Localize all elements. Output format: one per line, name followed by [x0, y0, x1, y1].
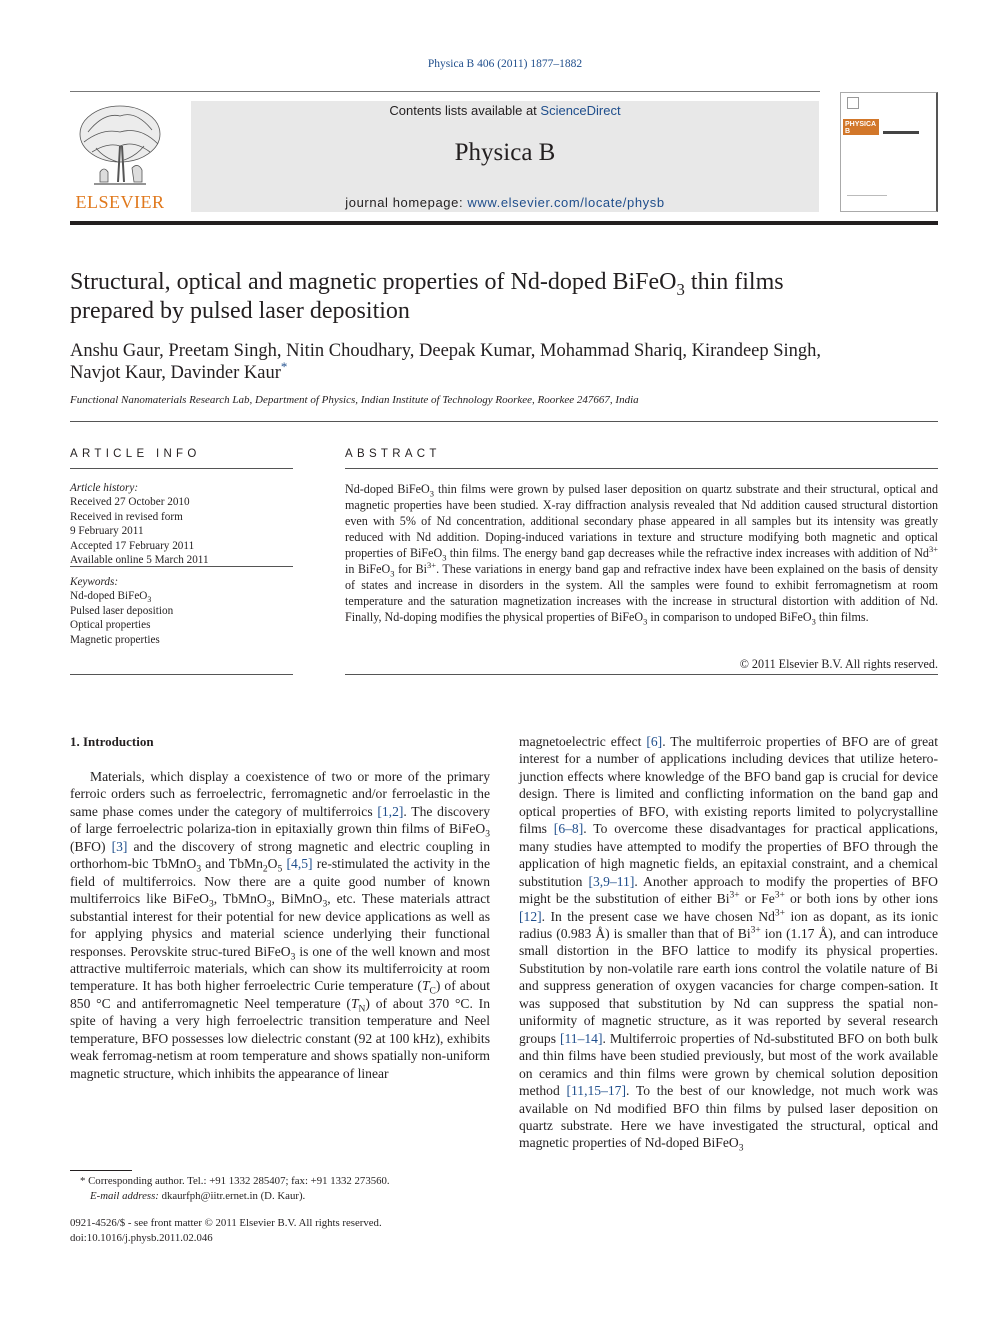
journal-homepage-line: journal homepage: www.elsevier.com/locate/physb: [345, 195, 665, 210]
author-affiliation: Functional Nanomaterials Research Lab, Department of Physics, Indian Institute of Technology Roorkee, Roorkee 247667, India: [70, 394, 639, 406]
citation-link[interactable]: [6–8]: [553, 821, 584, 837]
abstract-copyright: © 2011 Elsevier B.V. All rights reserved.: [739, 657, 938, 671]
history-item: Available online 5 March 2011: [70, 554, 209, 567]
article-history: [70, 481, 293, 567]
citation-link[interactable]: [3,9–11]: [588, 873, 635, 889]
abstract-top-rule: [345, 468, 938, 469]
citation-link[interactable]: [11,15–17]: [566, 1083, 627, 1099]
citation-link[interactable]: [11–14]: [559, 1030, 603, 1046]
introduction-paragraph-left: Materials, which display a coexistence of two or more of the primary ferroic orders such as ferroelectric, ferromagnetic and/or ferroelastic in the same phase comes under the category of multiferroics [1,2]. The discovery of large ferroelectric polariza-tion in epitaxially grown thin films of BiFeO$_3$ (BFO) [3] and the discovery of strong magnetic and electric coupling in orthorhom-bic TbMnO$_3$ and $TbMn_2O_5$ [4,5] re-stimulated the activity in the field of multiferroics. Now there are a quite good number of known multiferroics like BiFeO$_3$, TbMnO$_3$, BiMnO$_3$, etc. These materials attract substantial interest for their potential for new device applications as well as for applying physics and material science underlying their functional responses. Perovskite struc-tured BiFeO$_3$ is one of the well known and most attractive multiferroic materials, which can show its multiferroicity at room temperature. It has both higher ferroelectric Curie temperature $(T_C)$ of about 850 °C and antiferromagnetic Neel temperature $(T_N)$ of about 370 °C. In spite of having a very high ferroelectric transition temperature and Neel temperature, BFO possesses low dielectric constant (92 at 100 kHz), exhibits weak ferromag-netism at room temperature and shows spatially non-uniform magnetic structure, which inhibits the appearance of linear: [70, 769, 491, 1081]
journal-masthead: [191, 101, 819, 212]
article-info-label: ARTICLE INFO: [70, 448, 201, 460]
footnote-rule: [70, 1170, 132, 1171]
history-heading: Article history:: [70, 482, 139, 494]
keyword-item: Nd-doped BiFeO$_3$: [70, 590, 152, 605]
introduction-paragraph-right: magnetoelectric effect [6]. The multiferroic properties of BFO are of great interest for a number of applications including devices that utilize hetero-junction effects where knowledge of the BFO band gap is crucial for device design. There is limited and conflicting information on the band gap and optical properties of BFO, with existing reports limited to polycrystalline films [6–8]. To overcome these disadvantages for practical applications, many studies have attempted to modify the properties of BFO through the application of high magnetic fields, an epitaxial constraint, and a chemical substitution [3,9–11]. Another approach to modify the properties of BFO might be the substitution of either $Bi^{3+}$ or $Fe^{3+}$ or both ions by other ions [12]. In the present case we have chosen $Nd^{3+}$ ion as dopant, as its ionic radius (0.983 Å) is smaller than that of $Bi^{3+}$ ion (1.17 Å), and can introduce small distortion in the BFO lattice to modify its physical properties. Substitution by non-volatile rare earth ions control the volatile nature of Bi and suppress generation of oxygen vacancies for charge compen-sation. It was supposed that substitution by Nd can suppress the spatial non-uniformity of magnetic structure, as it was reported by several research groups [11–14]. Multiferroic properties of Nd-substituted BFO on both bulk and thin films have been studied previously, but most of the work available on ceramics and thin films were grown by chemical solution deposition method [11,15–17]. To the best of our knowledge, not much work was available on Nd modified BFO thin films by pulsed laser deposition on quartz substrate. Here we have investigated the structural, optical and magnetic properties of Nd-doped BiFeO$_3$: [519, 734, 938, 1155]
abstract-bottom-rule: [345, 674, 938, 675]
cover-title-band: PHYSICA B: [843, 119, 879, 135]
elsevier-wordmark: ELSEVIER: [75, 192, 165, 212]
issn-line: 0921-4526/$ - see front matter © 2011 Elsevier B.V. All rights reserved.: [70, 1217, 382, 1229]
doi-line[interactable]: doi:10.1016/j.physb.2011.02.046: [70, 1231, 213, 1244]
journal-citation[interactable]: Physica B 406 (2011) 1877–1882: [427, 58, 583, 70]
keyword-item: Magnetic properties: [70, 633, 160, 646]
email-line: E-mail address: dkaurfph@iitr.ernet.in (D. Kaur).: [90, 1189, 306, 1202]
history-item: 9 February 2011: [70, 525, 144, 538]
history-item: Received 27 October 2010: [70, 496, 190, 509]
masthead-bottom-rule: [70, 221, 938, 225]
journal-name: Physica B: [454, 139, 556, 166]
keyword-item: Optical properties: [70, 619, 151, 632]
author-list: Anshu Gaur, Preetam Singh, Nitin Choudhary, Deepak Kumar, Mohammad Shariq, Kirandeep Singh, Navjot Kaur, Davinder Kaur*: [70, 341, 822, 383]
cover-footer: [847, 195, 887, 205]
article-title: Structural, optical and magnetic properties of Nd-doped BiFeO$_3$ thin films prepared by pulsed laser deposition: [70, 269, 784, 324]
abstract-text: Nd-doped BiFeO$_3$ thin films were grown by pulsed laser deposition on quartz substrate and their structural, optical and magnetic properties have been studied. X-ray diffraction analysis revealed that Nd addition caused structural distortion even with 5% of Nd concentration, additional secondary phase appeared in all samples but its intensity was greatly reduced with Nd addition. Doping-induced variations in texture and structure modifying both magnetic and optical properties of BiFeO$_3$ thin films. The energy band gap decreases while the refractive index increases with addition of $Nd^{3+}$ in BiFeO$_3$ for $Bi^{3+}$. These variations in energy band gap and refractive index have been explained on the basis of density of states and increase in disorders in the system. All the samples were found to exhibit ferromagnetism at room temperature and the saturation magnetization increases with the increase in structural distortion with addition of Nd. Finally, Nd-doping modifies the physical properties of BiFeO$_3$ in comparison to undoped BiFeO$_3$ thin films.: [345, 482, 939, 627]
article-info-bottom-rule: [70, 674, 293, 675]
front-matter-info: [70, 1216, 490, 1245]
article-info-section: [70, 448, 293, 460]
cover-band-line: [883, 131, 919, 134]
keywords-block: [70, 575, 293, 647]
citation-link[interactable]: [4,5]: [286, 856, 313, 872]
journal-homepage-link[interactable]: www.elsevier.com/locate/physb: [467, 195, 665, 210]
contents-available-line: Contents lists available at ScienceDirect: [389, 103, 621, 118]
keyword-item: Pulsed laser deposition: [70, 604, 174, 617]
journal-cover-thumbnail[interactable]: [840, 92, 938, 212]
history-item: Received in revised form: [70, 510, 183, 523]
history-item: Accepted 17 February 2011: [70, 539, 195, 552]
cover-emblem-icon: [847, 97, 859, 109]
citation-link[interactable]: [1,2]: [377, 803, 404, 819]
sciencedirect-link[interactable]: ScienceDirect: [540, 103, 621, 118]
citation-link[interactable]: [6]: [646, 734, 663, 749]
corresponding-author-mark[interactable]: *: [280, 358, 288, 374]
elsevier-logo[interactable]: [70, 100, 170, 212]
citation-link[interactable]: [3]: [111, 838, 128, 854]
citation-link[interactable]: [12]: [519, 908, 542, 924]
masthead-top-rule: [70, 91, 820, 92]
corresponding-author-contact: * Corresponding author. Tel.: +91 1332 285407; fax: +91 1332 273560.: [80, 1175, 390, 1187]
affiliation-rule: [70, 421, 938, 422]
elsevier-tree-icon: [74, 102, 166, 190]
article-info-divider: [70, 566, 293, 567]
article-info-top-rule: [70, 468, 293, 469]
corresponding-author-footnote: [80, 1174, 500, 1203]
author-email[interactable]: dkaurfph@iitr.ernet.in (D. Kaur).: [158, 1189, 306, 1202]
introduction-heading: 1. Introduction: [70, 734, 154, 749]
abstract-label: ABSTRACT: [345, 448, 441, 460]
keywords-heading: Keywords:: [70, 576, 119, 588]
